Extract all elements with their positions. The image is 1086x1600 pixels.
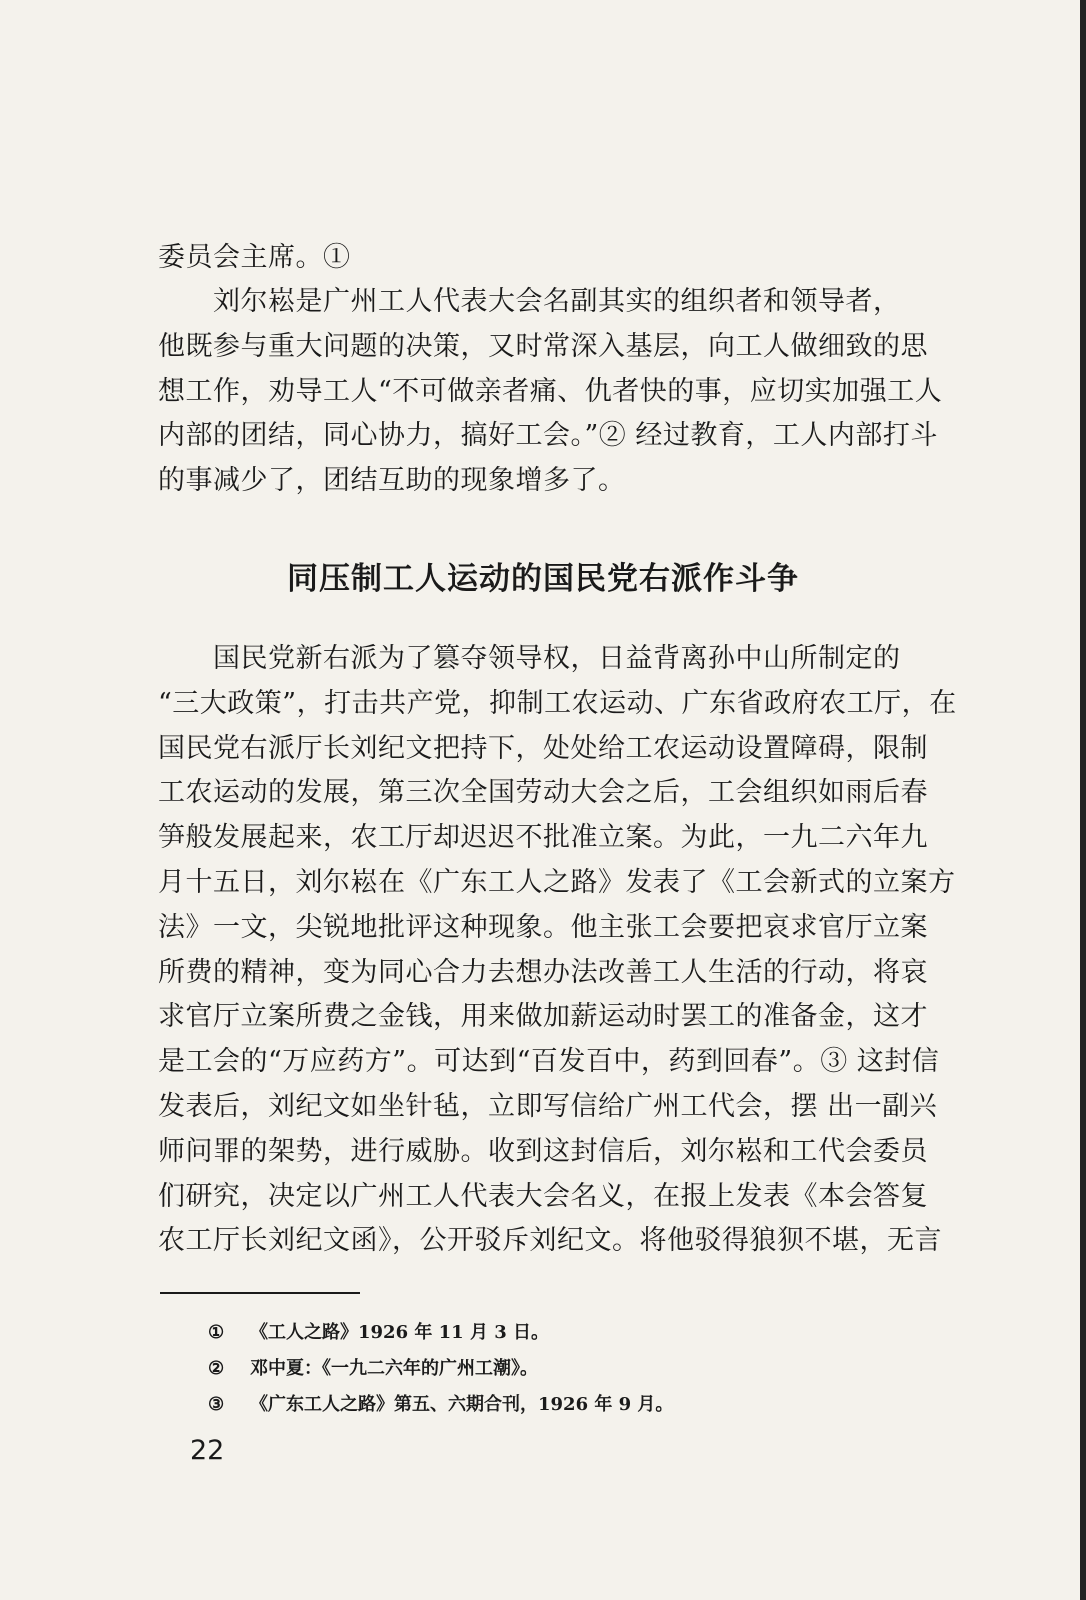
text-line: 农工厅长刘纪文函》，公开驳斥刘纪文。将他驳得狼狈不堪，无言 xyxy=(158,1225,942,1257)
text-line: 内部的团结，同心协力，搞好工会。”② 经过教育，工人内部打斗 xyxy=(158,420,938,452)
footnote-text: 邓中夏：《一九二六年的广州工潮》。 xyxy=(250,1358,538,1379)
text-line: 是工会的“万应药方”。可达到“百发百中，药到回春”。③ 这封信 xyxy=(158,1046,940,1078)
footnote-text: 《广东工人之路》第五、六期合刊，1926 年 9 月。 xyxy=(250,1394,674,1415)
footnote-2 xyxy=(208,1354,538,1380)
text-line: 委员会主席。① xyxy=(158,242,351,273)
text-line: 们研究，决定以广州工人代表大会名义，在报上发表《本会答复 xyxy=(158,1180,928,1212)
footnote-text: 《工人之路》1926 年 11 月 3 日。 xyxy=(250,1322,550,1343)
paragraph-1 xyxy=(158,280,958,504)
text-line: 法》一文，尖锐地批评这种现象。他主张工会要把哀求官厅立案 xyxy=(158,911,928,943)
text-line: 国民党新右派为了篡夺领导权，日益背离孙中山所制定的 xyxy=(158,643,901,674)
footnote-divider xyxy=(160,1292,360,1294)
paragraph-2 xyxy=(158,637,958,1264)
text-line: 他既参与重大问题的决策，又时常深入基层，向工人做细致的思 xyxy=(158,330,928,362)
text-line: 笋般发展起来，农工厅却迟迟不批准立案。为此，一九二六年九 xyxy=(158,822,928,854)
text-line: 师问罪的架势，进行威胁。收到这封信后，刘尔崧和工代会委员 xyxy=(158,1135,928,1167)
scan-edge xyxy=(1080,0,1086,1600)
text-line: 发表后，刘纪文如坐针毡，立即写信给广州工代会，摆 出一副兴 xyxy=(158,1090,938,1122)
text-line: 想工作，劝导工人“不可做亲者痛、仇者快的事，应切实加强工人 xyxy=(158,375,943,407)
footnote-1 xyxy=(208,1318,549,1344)
text-line: 工农运动的发展，第三次全国劳动大会之后，工会组织如雨后春 xyxy=(158,777,928,809)
paragraph-continued xyxy=(158,236,958,281)
text-line: “三大政策”，打击共产党，抑制工农运动、广东省政府农工厅，在 xyxy=(158,687,957,719)
footnote-mark: ② xyxy=(208,1358,225,1379)
text-line: 求官厅立案所费之金钱，用来做加薪运动时罢工的准备金，这才 xyxy=(158,1001,928,1033)
text-line: 刘尔崧是广州工人代表大会名副其实的组织者和领导者， xyxy=(158,286,901,317)
footnote-mark: ① xyxy=(208,1322,225,1343)
text-line: 所费的精神，变为同心合力去想办法改善工人生活的行动，将哀 xyxy=(158,956,928,988)
text-line: 月十五日，刘尔崧在《广东工人之路》发表了《工会新式的立案方 xyxy=(158,866,956,898)
text-line: 国民党右派厅长刘纪文把持下，处处给工农运动设置障碍，限制 xyxy=(158,732,928,764)
text-line: 的事减少了，团结互助的现象增多了。 xyxy=(158,465,626,497)
footnote-3 xyxy=(208,1390,673,1416)
page-number: 22 xyxy=(190,1435,225,1466)
footnote-mark: ③ xyxy=(208,1394,225,1415)
section-heading: 同压制工人运动的国民党右派作斗争 xyxy=(287,561,799,597)
